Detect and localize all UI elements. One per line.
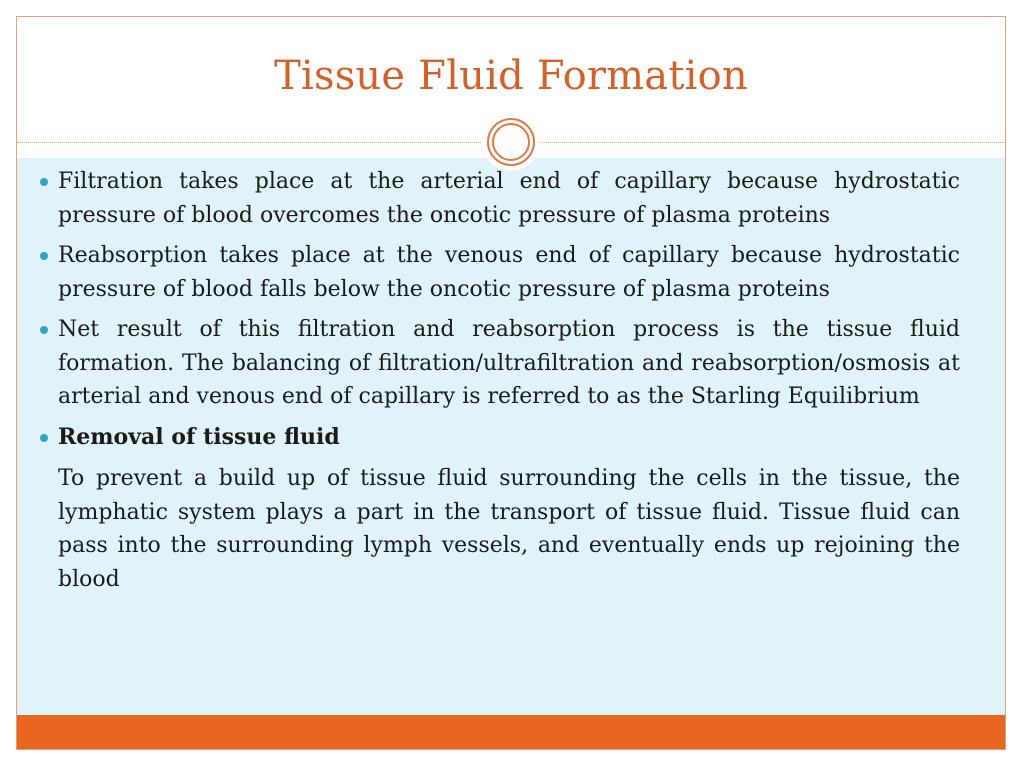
ornament-inner-ring	[492, 123, 530, 161]
bullet-list	[40, 165, 960, 603]
bullet-dot-icon	[40, 326, 48, 334]
removal-paragraph: To prevent a build up of tissue fluid surrounding the cells in the tissue, the lymphatic system plays a part in the transport of tissue fluid. Tissue fluid can pass into the surrounding lymph vessels, and eventually ends up rejoining the blood	[58, 466, 960, 592]
footer-bar	[17, 715, 1005, 749]
slide-title: Tissue Fluid Formation	[274, 53, 748, 99]
bullet-item-net-result	[40, 313, 960, 414]
bullet-text: Reabsorption takes place at the venous end of capillary because hydrostatic pressure of blood falls below the oncotic pressure of plasma proteins	[58, 243, 960, 302]
bullet-item-filtration	[40, 165, 960, 232]
bullet-dot-icon	[40, 178, 48, 186]
bullet-dot-icon	[40, 434, 48, 442]
circle-ornament-icon	[482, 113, 540, 171]
bullet-text: Filtration takes place at the arterial end of capillary because hydrostatic pressure of blood overcomes the oncotic pressure of plasma proteins	[58, 169, 960, 228]
bullet-text: Net result of this filtration and reabsorption process is the tissue fluid formation. The balancing of filtration/ultrafiltration and reabsorption/osmosis at arterial and venous end of capillary is referred to as the Starling Equilibrium	[58, 317, 960, 409]
bullet-dot-icon	[40, 252, 48, 260]
bullet-heading: Removal of tissue fluid	[58, 423, 340, 450]
bullet-item-reabsorption	[40, 239, 960, 306]
bullet-item-removal	[40, 421, 960, 597]
